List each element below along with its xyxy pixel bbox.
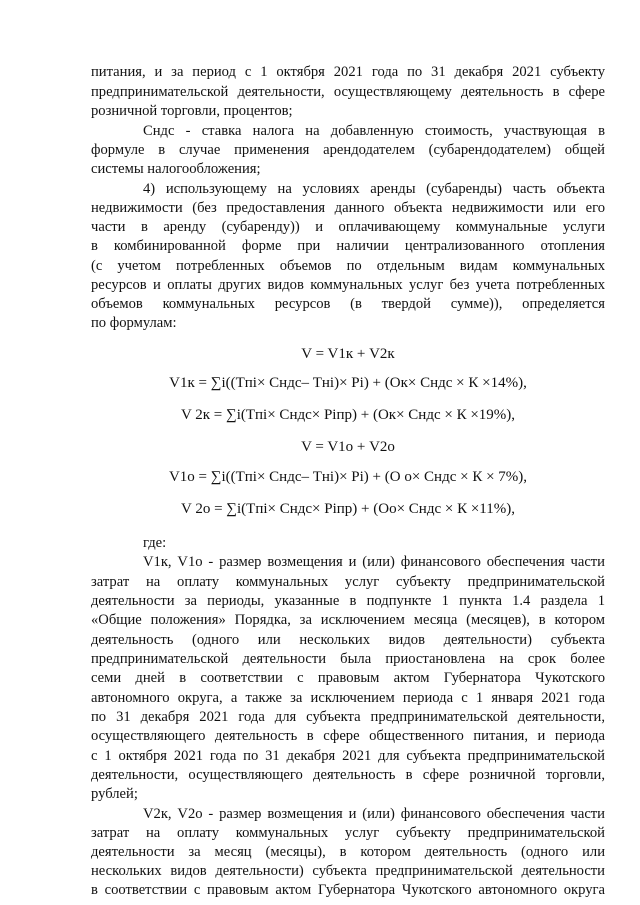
text-line: предпринимательской деятельности была приостановлена на срок более <box>91 651 605 667</box>
text-line: деятельности за месяц (месяцы), в котором деятельность (одного или <box>91 844 605 860</box>
text-line: ресурсов и оплаты других видов коммунальных услуг без учета потребленных <box>91 277 605 293</box>
text-line: затрат на оплату коммунальных услуг субъекту предпринимательской <box>91 574 605 590</box>
text-line: с 1 октября 2021 года по 31 декабря 2021 для субъекта предпринимательской <box>91 748 605 764</box>
formula-v-total-o: V = V1о + V2о <box>301 439 395 455</box>
text-line: по 31 декабря 2021 года для субъекта предпринимательской деятельности, <box>91 709 605 725</box>
text-line: предпринимательской деятельности, осуществляющему деятельность в сфере <box>91 84 605 100</box>
text-line: осуществляющего деятельность в сфере общественного питания, и периода <box>91 728 605 744</box>
text-line: розничной торговли, процентов; <box>91 103 293 119</box>
text-line: формуле в случае применения арендодателем (субарендодателем) общей <box>91 142 605 158</box>
text-line: Сндс - ставка налога на добавленную стоимость, участвующая в <box>143 123 605 139</box>
text-line: V2к, V2о - размер возмещения и (или) финансового обеспечения части <box>143 806 605 822</box>
text-line: нескольких видов деятельности) субъекта предпринимательской деятельности <box>91 863 605 879</box>
text-line: в соответствии с правовым актом Губернатора Чукотского автономного округа <box>91 882 605 898</box>
text-line: недвижимости (без предоставления данного объекта недвижимости или его <box>91 200 605 216</box>
text-line: по формулам: <box>91 315 177 331</box>
text-line: рублей; <box>91 786 138 802</box>
text-line: в комбинированной форме при наличии централизованного отопления <box>91 238 605 254</box>
text-line: деятельности, осуществляющего деятельность в сфере розничной торговли, <box>91 767 605 783</box>
text-line: деятельности за периоды, указанные в подпункте 1 пункта 1.4 раздела 1 <box>91 593 605 609</box>
text-line: «Общие положения» Порядка, за исключением месяца (месяцев), в котором <box>91 612 605 628</box>
formula-v2k: V 2к = ∑i(Tпi× Сндс× Piпр) + (Ок× Сндс × К ×19%), <box>180 407 516 423</box>
formula-v1o: V1о = ∑i((Tпi× Сндс– Тнi)× Pi) + (О о× Сндс × К × 7%), <box>168 469 528 485</box>
text-line: деятельность (одного или нескольких видов деятельности) субъекта <box>91 632 605 648</box>
text-line: объемов коммунальных ресурсов (в твердой сумме)), определяется <box>91 296 605 312</box>
text-line: затрат на оплату коммунальных услуг субъекту предпринимательской <box>91 825 605 841</box>
text-line: части в аренду (субаренду)) и оплачивающему коммунальные услуги <box>91 219 605 235</box>
formula-v1k: V1к = ∑i((Tпi× Сндс– Тнi)× Pi) + (Ок× Сндс × К ×14%), <box>169 375 527 391</box>
text-line: семи дней в соответствии с правовым актом Губернатора Чукотского <box>91 670 605 686</box>
text-line: V1к, V1о - размер возмещения и (или) финансового обеспечения части <box>143 554 605 570</box>
formula-v-total-k: V = V1к + V2к <box>301 346 395 362</box>
formula-v2o: V 2о = ∑i(Tпi× Сндс× Piпр) + (Оо× Сндс × К ×11%), <box>181 501 515 517</box>
text-line: системы налогообложения; <box>91 161 261 177</box>
text-line: где: <box>143 535 167 551</box>
text-line: питания, и за период с 1 октября 2021 года по 31 декабря 2021 субъекту <box>91 64 605 80</box>
text-line: автономного округа, а также за исключением периода с 1 января 2021 года <box>91 690 605 706</box>
text-line: 4) использующему на условиях аренды (субаренды) часть объекта <box>143 181 605 197</box>
text-line: (с учетом потребленных объемов по отдельным видам коммунальных <box>91 258 605 274</box>
